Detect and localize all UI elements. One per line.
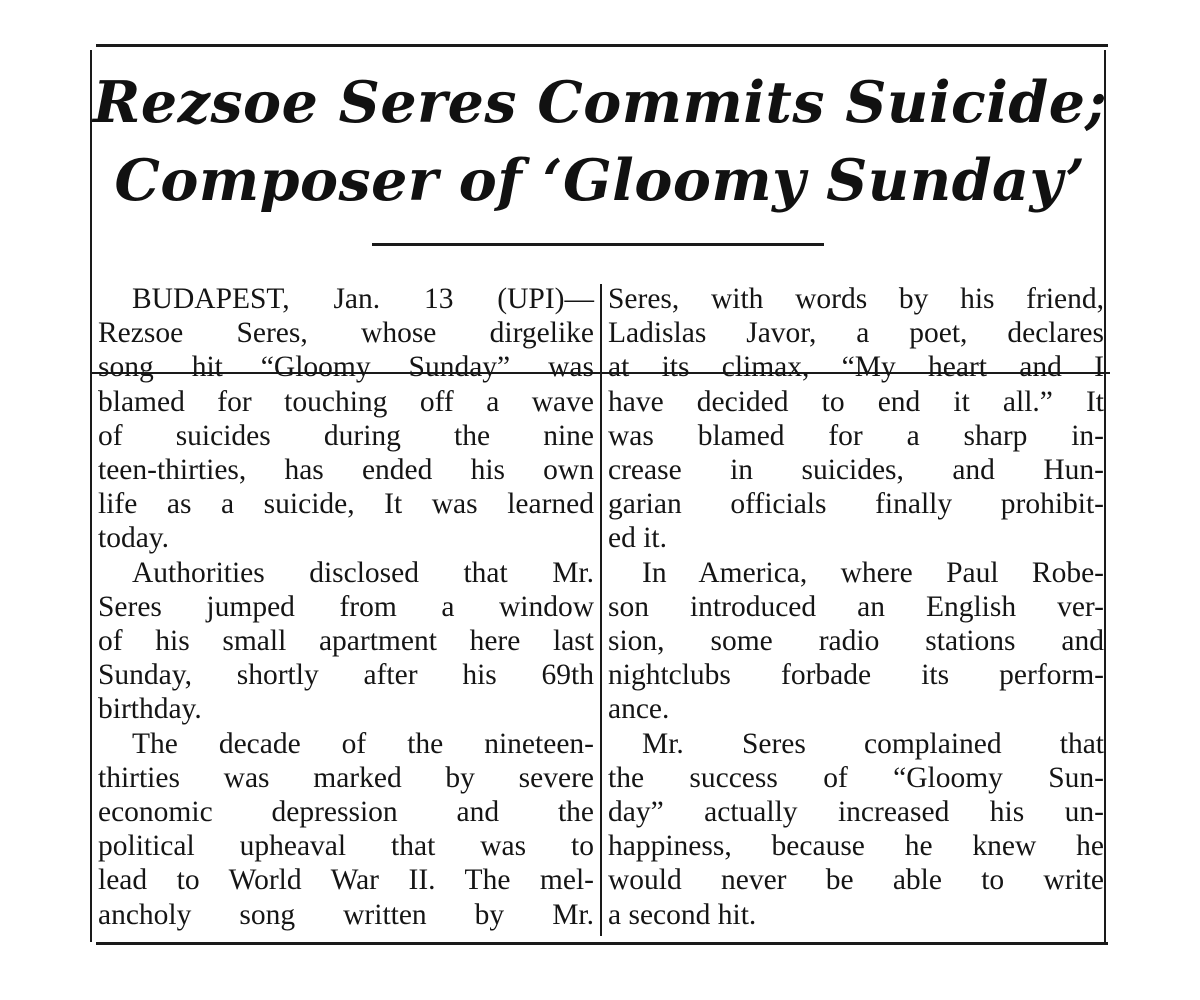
article-line: garian officials finally prohibit- — [608, 488, 1104, 521]
article-line: economic depression and the — [98, 796, 594, 829]
article-line: nightclubs forbade its perform- — [608, 659, 1104, 692]
headline-divider-rule — [372, 243, 824, 246]
article-line: day” actually increased his un- — [608, 796, 1104, 829]
article-column-right — [608, 282, 1104, 932]
article-paragraph — [98, 282, 594, 556]
bottom-border-rule — [96, 942, 1108, 945]
top-border-rule — [96, 44, 1108, 47]
article-line: of his small apartment here last — [98, 625, 594, 658]
article-line: ance. — [608, 693, 670, 726]
headline — [90, 64, 1110, 220]
article-line: BUDAPEST, Jan. 13 (UPI)— — [132, 283, 594, 315]
article-line: Seres, with words by his friend, — [608, 283, 1104, 315]
article-line: a second hit. — [608, 898, 757, 931]
headline-line-2: Composer of ‘Gloomy Sunday’ — [114, 147, 1086, 214]
article-line: Authorities disclosed that Mr. — [132, 556, 594, 589]
article-line: Rezsoe Seres, whose dirgelike — [98, 317, 594, 350]
article-line: was blamed for a sharp in- — [608, 419, 1104, 452]
article-line: Ladislas Javor, a poet, declares — [608, 317, 1104, 350]
article-line: ed it. — [608, 522, 667, 555]
article-line: The decade of the nineteen- — [132, 727, 594, 760]
article-line: political upheaval that was to — [98, 830, 594, 863]
article-line: happiness, because he knew he — [608, 830, 1104, 863]
article-line: the success of “Gloomy Sun- — [608, 761, 1104, 794]
article-line: would never be able to write — [608, 864, 1104, 897]
article-line: Seres jumped from a window — [98, 590, 594, 623]
article-line: Sunday, shortly after his 69th — [98, 659, 594, 692]
article-line: today. — [98, 522, 169, 555]
article-paragraph — [608, 727, 1104, 932]
article-line: sion, some radio stations and — [608, 625, 1104, 658]
article-line: ancholy song written by Mr. — [98, 898, 594, 931]
article-paragraph — [98, 727, 594, 932]
article-paragraph — [608, 282, 1104, 556]
article-line: In America, where Paul Robe- — [642, 556, 1104, 589]
article-line: Mr. Seres complained that — [642, 727, 1104, 760]
article-line: of suicides during the nine — [98, 419, 594, 452]
article-line: son introduced an English ver- — [608, 590, 1104, 623]
article-line: teen-thirties, has ended his own — [98, 454, 594, 487]
article-paragraph — [608, 556, 1104, 727]
article-line: life as a suicide, It was learned — [98, 488, 594, 521]
newspaper-clipping — [90, 44, 1110, 946]
article-paragraph — [98, 556, 594, 727]
headline-line-1: Rezsoe Seres Commits Suicide; — [92, 69, 1108, 136]
article-line: have decided to end it all.” It — [608, 385, 1104, 418]
article-line: blamed for touching off a wave — [98, 385, 594, 418]
column-divider — [600, 284, 602, 936]
article-line: birthday. — [98, 693, 202, 726]
article-line: at its climax, “My heart and I — [608, 351, 1104, 384]
article-line: thirties was marked by severe — [98, 761, 594, 794]
article-line: song hit “Gloomy Sunday” was — [98, 351, 594, 384]
article-column-left — [98, 282, 594, 932]
article-line: lead to World War II. The mel- — [98, 864, 594, 897]
article-line: crease in suicides, and Hun- — [608, 454, 1104, 487]
